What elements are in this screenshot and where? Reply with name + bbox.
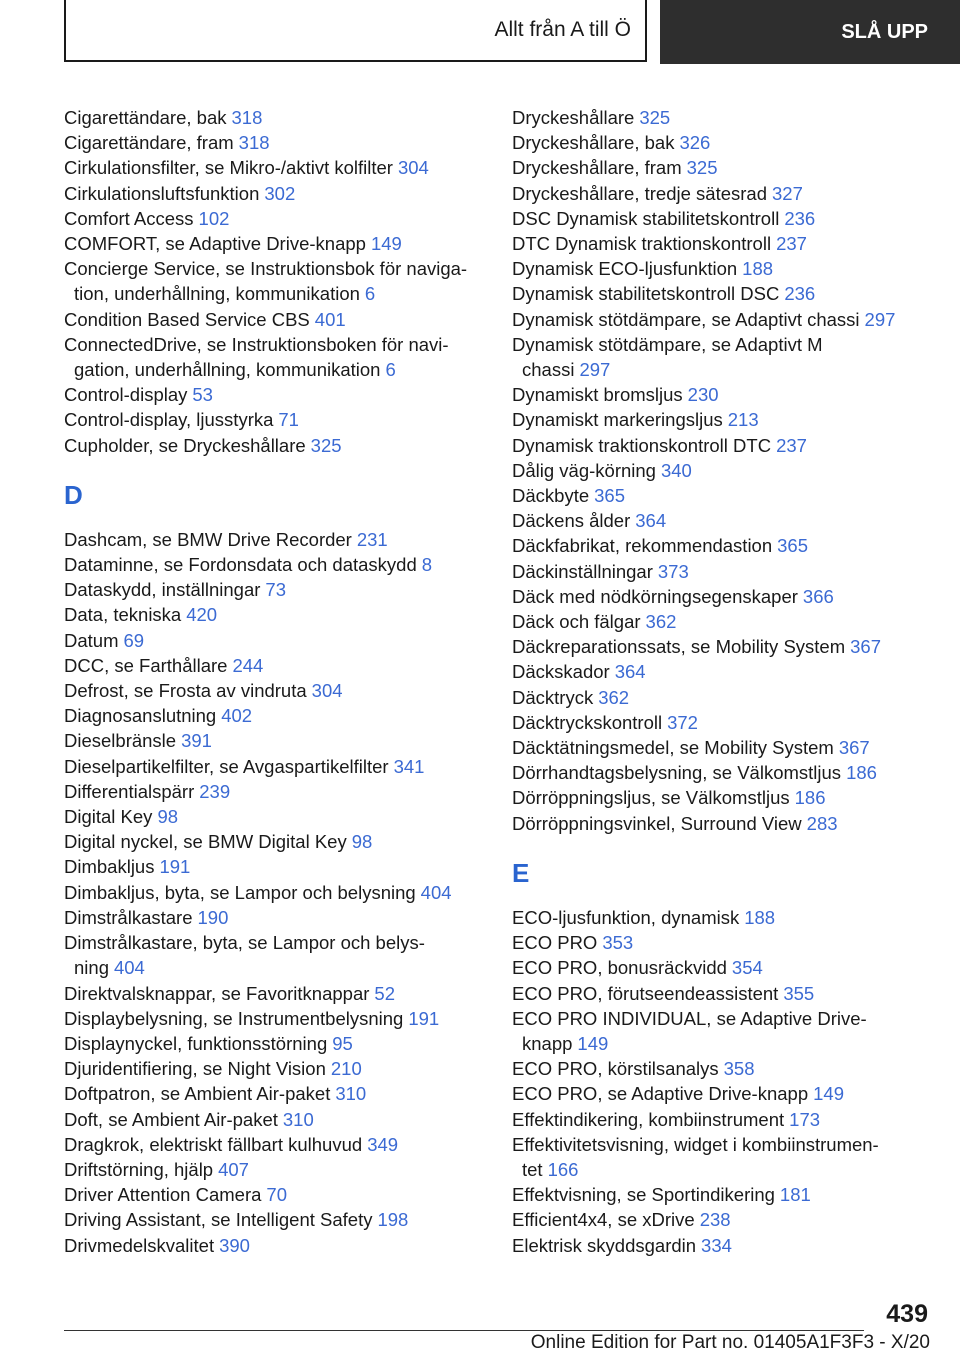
index-entry [64, 1132, 504, 1157]
page-link[interactable]: 230 [687, 384, 719, 406]
index-entry [512, 483, 952, 508]
page-link[interactable]: 367 [838, 737, 870, 759]
page-link[interactable]: 325 [639, 107, 671, 128]
page-link[interactable]: 198 [377, 1209, 409, 1231]
index-entry [512, 905, 952, 930]
index-entry-text: Dynamisk stötdämpare, se Adaptivt chassi [512, 308, 860, 330]
index-entry [64, 382, 504, 407]
index-column-left [64, 105, 504, 1258]
page-link[interactable]: 191 [408, 1007, 440, 1029]
page-link[interactable]: 8 [421, 554, 433, 576]
index-entry [64, 130, 504, 155]
index-entry [64, 602, 504, 627]
page-link[interactable]: 191 [159, 856, 191, 878]
section-letter-e: E [512, 857, 530, 888]
page-link[interactable]: 365 [777, 535, 809, 557]
index-entry-text: ECO PRO, körstilsanalys [512, 1058, 719, 1080]
page-link[interactable]: 349 [367, 1133, 399, 1155]
index-entry-text: Doft, se Ambient Air-paket [64, 1108, 278, 1130]
page-link[interactable]: 325 [686, 157, 718, 179]
index-entry-text: Driver Attention Camera [64, 1184, 262, 1206]
index-entry-text: Cigarettändare, bak [64, 107, 227, 128]
index-entry [64, 1182, 504, 1207]
page-link[interactable]: 326 [679, 132, 711, 154]
index-entry [64, 981, 504, 1006]
index-entry-text: Dieselpartikelfilter, se Avgaspartikelfilter [64, 755, 389, 777]
index-entry [512, 130, 952, 155]
index-entry-text: Control-display, ljusstyrka [64, 409, 274, 431]
index-entry-text: gation, underhållning, kommunikation [74, 359, 381, 381]
index-entry-text: Dimbakljus, byta, se Lampor och belysning [64, 881, 416, 903]
header-navigation [64, 0, 960, 64]
index-entry-text: Direktvalsknappar, se Favoritknappar [64, 982, 370, 1004]
index-entry [512, 559, 952, 584]
index-entry-text: Elektrisk skyddsgardin [512, 1234, 697, 1256]
index-entry-text: Dörrhandtagsbelysning, se Välkomstljus [512, 762, 842, 784]
lookup-tab[interactable] [660, 0, 960, 64]
index-entry [512, 785, 952, 810]
index-entry-text: Däck med nödkörningsegenskaper [512, 585, 798, 607]
index-entry-text: Concierge Service, se Instruktionsbok för naviga- [64, 258, 468, 280]
page-link[interactable]: 372 [667, 711, 698, 733]
index-entry-text: Däckfabrikat, rekommendastion [512, 535, 773, 557]
index-entry-text: Digital nyckel, se BMW Digital Key [64, 831, 347, 853]
page-link[interactable]: 401 [314, 308, 346, 330]
index-entry-text: Däckreparationssats, se Mobility System [512, 636, 846, 658]
index-entry-text: Däcktryckskontroll [512, 711, 663, 733]
index-entry [512, 811, 952, 836]
index-entry [512, 584, 952, 609]
index-entry [512, 256, 952, 281]
page-link[interactable]: 341 [393, 755, 425, 777]
lookup-tab-label: SLÅ UPP [841, 20, 928, 43]
index-entry [512, 930, 952, 955]
index-entry [512, 710, 952, 735]
index-entry-text: Displaybelysning, se Instrumentbelysning [64, 1007, 404, 1029]
index-entry [512, 1006, 952, 1056]
index-entry-text: DSC Dynamisk stabilitetskontroll [512, 207, 780, 229]
page-link[interactable]: 327 [772, 182, 803, 204]
page-link[interactable]: 149 [577, 1032, 609, 1054]
index-entry [512, 1182, 952, 1207]
index-entry [64, 1056, 504, 1081]
index-entry [512, 760, 952, 785]
index-entry [64, 1107, 504, 1132]
entry-list [512, 905, 952, 1258]
index-entry-text: Differentialspärr [64, 780, 195, 802]
index-entry [64, 332, 504, 382]
index-entry-text: Dragkrok, elektriskt fällbart kulhuvud [64, 1133, 363, 1155]
index-entry-text: Dryckeshållare, tredje sätesrad [512, 182, 767, 204]
page-number: 439 [886, 1300, 928, 1328]
index-entry-text: Effektindikering, kombiinstrument [512, 1108, 785, 1130]
index-entry-text: Effektivitetsvisning, widget i kombiinstrumen- [512, 1133, 879, 1155]
index-entry-text: Driving Assistant, se Intelligent Safety [64, 1209, 373, 1231]
page-link[interactable]: 283 [806, 812, 838, 834]
entry-list [512, 105, 952, 836]
index-entry-text: Efficient4x4, se xDrive [512, 1209, 695, 1231]
page-link[interactable]: 53 [192, 384, 213, 406]
page-link[interactable]: 188 [742, 258, 774, 280]
index-entry [512, 1132, 952, 1182]
index-entry-text: Dataminne, se Fordonsdata och dataskydd [64, 554, 417, 576]
entry-list [64, 527, 504, 1258]
index-entry [512, 307, 952, 332]
index-entry [512, 735, 952, 760]
index-entry-text: DTC Dynamisk traktionskontroll [512, 233, 772, 255]
index-entry-text: Dynamisk stötdämpare, se Adaptivt M [512, 333, 823, 355]
index-entry-text: COMFORT, se Adaptive Drive-knapp [64, 233, 366, 255]
index-entry [512, 685, 952, 710]
index-entry [64, 728, 504, 753]
index-entry-text: Cigarettändare, fram [64, 132, 234, 154]
index-entry-text: Dynamiskt markeringsljus [512, 409, 723, 431]
index-entry-text: tion, underhållning, kommunikation [74, 283, 360, 305]
index-entry [64, 256, 504, 306]
index-entry [64, 1207, 504, 1232]
page-link[interactable]: 231 [356, 528, 388, 550]
page-link[interactable]: 318 [238, 132, 270, 154]
page-link[interactable]: 325 [310, 434, 342, 456]
index-entry-text: Däckskador [512, 661, 610, 683]
index-entry [64, 905, 504, 930]
index-entry-text: Comfort Access [64, 207, 194, 229]
index-entry-text: Diagnosanslutning [64, 705, 217, 727]
page-link[interactable]: 402 [221, 705, 253, 727]
index-entry-text: Data, tekniska [64, 604, 182, 626]
index-entry-text: Cirkulationsluftsfunktion [64, 182, 260, 204]
index-entry [64, 880, 504, 905]
index-entry-text: Effektvisning, se Sportindikering [512, 1184, 775, 1206]
page-link[interactable]: 302 [264, 182, 296, 204]
index-entry-text: ECO PRO [512, 932, 598, 954]
page-link[interactable]: 6 [364, 283, 376, 305]
page-link[interactable]: 362 [645, 611, 677, 633]
index-entry-text: Däckbyte [512, 485, 590, 507]
page-link[interactable]: 95 [332, 1032, 353, 1054]
entry-list [64, 105, 504, 458]
index-entry [512, 1107, 952, 1132]
page-link[interactable]: 297 [864, 308, 896, 330]
index-entry [64, 231, 504, 256]
page-link[interactable]: 364 [614, 661, 646, 683]
page-link[interactable]: 404 [113, 957, 145, 979]
index-entry-text: ECO PRO INDIVIDUAL, se Adaptive Drive- [512, 1007, 867, 1029]
page-link[interactable]: 237 [776, 434, 807, 456]
index-entry-text: knapp [522, 1032, 573, 1054]
index-entry [512, 206, 952, 231]
page-link[interactable]: 210 [330, 1058, 362, 1080]
page-link[interactable]: 166 [547, 1158, 579, 1180]
index-entry [64, 754, 504, 779]
index-entry-text: Djuridentifiering, se Night Vision [64, 1058, 326, 1080]
index-entry [64, 155, 504, 180]
index-entry-text: Däckinställningar [512, 560, 653, 582]
page-link[interactable]: 186 [846, 762, 877, 784]
index-entry-text: Dörröppningsljus, se Välkomstljus [512, 787, 790, 809]
page-link[interactable]: 304 [397, 157, 429, 179]
page-link[interactable]: 98 [351, 831, 373, 853]
index-entry-text: Dålig väg-körning [512, 459, 656, 481]
index-column-right [512, 105, 952, 1258]
page-link[interactable]: 362 [598, 686, 630, 708]
index-entry [64, 307, 504, 332]
index-tab-label: Allt från A till Ö [494, 18, 631, 41]
index-entry-text: Dynamisk stabilitetskontroll DSC [512, 283, 780, 305]
page-link[interactable]: 236 [784, 207, 816, 229]
page-link[interactable]: 70 [266, 1184, 287, 1206]
page-link[interactable]: 365 [594, 485, 625, 507]
index-entry-text: Däcktryck [512, 686, 594, 708]
index-tab[interactable] [64, 0, 647, 62]
index-entry-text: Dimstrålkastare [64, 906, 193, 928]
page-link[interactable]: 73 [265, 579, 286, 601]
index-entry-text: Dimstrålkastare, byta, se Lampor och belys- [64, 932, 425, 954]
index-entry [64, 829, 504, 854]
index-entry-text: Dynamisk ECO-ljusfunktion [512, 258, 738, 280]
section-letter-d: D [64, 479, 83, 510]
index-entry [64, 653, 504, 678]
page-link[interactable]: 310 [282, 1108, 314, 1130]
index-entry [64, 577, 504, 602]
index-entry [512, 231, 952, 256]
index-entry [512, 659, 952, 684]
index-entry [512, 1081, 952, 1106]
page-link[interactable]: 186 [794, 787, 826, 809]
index-entry [64, 105, 504, 130]
index-entry [64, 1157, 504, 1182]
index-entry [512, 155, 952, 180]
index-entry [512, 433, 952, 458]
page-link[interactable]: 149 [813, 1083, 845, 1105]
page-link[interactable]: 71 [278, 409, 299, 431]
index-entry-text: ECO-ljusfunktion, dynamisk [512, 906, 740, 928]
index-entry [64, 779, 504, 804]
page-link[interactable]: 404 [420, 881, 452, 903]
index-entry-text: Dataskydd, inställningar [64, 579, 261, 601]
page-link[interactable]: 173 [789, 1108, 821, 1130]
index-entry [512, 955, 952, 980]
index-entry [512, 609, 952, 634]
index-entry-text: Driftstörning, hjälp [64, 1158, 214, 1180]
page-link[interactable]: 367 [850, 636, 881, 658]
page-link[interactable]: 102 [198, 207, 230, 229]
page-link[interactable]: 213 [727, 409, 759, 431]
index-entry-text: ning [74, 957, 109, 979]
index-entry-text: Dryckeshållare, fram [512, 157, 682, 179]
page-link[interactable]: 181 [779, 1184, 811, 1206]
page-link[interactable]: 190 [197, 906, 229, 928]
index-entry-text: Dashcam, se BMW Drive Recorder [64, 528, 352, 550]
index-entry [64, 804, 504, 829]
page-link[interactable]: 353 [602, 932, 634, 954]
page-link[interactable]: 420 [186, 604, 218, 626]
index-entry-text: Dimbakljus [64, 856, 155, 878]
page-link[interactable]: 244 [232, 654, 264, 676]
index-entry [64, 433, 504, 458]
index-entry [64, 854, 504, 879]
page-link[interactable]: 237 [776, 233, 807, 255]
index-entry [512, 382, 952, 407]
page-link[interactable]: 239 [199, 780, 231, 802]
index-entry-text: Cirkulationsfilter, se Mikro-/aktivt kolfilter [64, 157, 393, 179]
page-link[interactable]: 358 [723, 1058, 755, 1080]
index-entry [512, 458, 952, 483]
index-entry-text: Dryckeshållare [512, 107, 635, 128]
index-entry-text: ConnectedDrive, se Instruktionsboken för navi- [64, 333, 449, 355]
index-entry [512, 508, 952, 533]
index-entry [512, 634, 952, 659]
index-entry-text: chassi [522, 359, 575, 381]
page-link[interactable]: 297 [579, 359, 611, 381]
page-link[interactable]: 69 [123, 629, 145, 651]
index-entry [512, 181, 952, 206]
index-entry [64, 552, 504, 577]
index-entry-text: tet [522, 1158, 543, 1180]
index-entry-text: Digital Key [64, 806, 153, 828]
index-entry-text: Dynamisk traktionskontroll DTC [512, 434, 772, 456]
page-link[interactable]: 354 [731, 957, 763, 979]
index-entry-text: ECO PRO, se Adaptive Drive-knapp [512, 1083, 809, 1105]
index-entry [64, 206, 504, 231]
index-entry-text: Dynamiskt bromsljus [512, 384, 683, 406]
page-link[interactable]: 355 [783, 982, 815, 1004]
page-link[interactable]: 407 [218, 1158, 249, 1180]
page-link[interactable]: 391 [181, 730, 212, 752]
index-entry [64, 1233, 504, 1258]
index-entry [64, 930, 504, 980]
index-entry-text: Däck och fälgar [512, 611, 641, 633]
index-entry-text: ECO PRO, bonusräckvidd [512, 957, 727, 979]
page-link[interactable]: 390 [219, 1234, 250, 1256]
index-entry [512, 981, 952, 1006]
index-entry [64, 407, 504, 432]
index-entry-text: Doftpatron, se Ambient Air-paket [64, 1083, 331, 1105]
index-entry-text: Defrost, se Frosta av vindruta [64, 680, 307, 702]
page-link[interactable]: 373 [657, 560, 689, 582]
index-entry [512, 407, 952, 432]
index-entry [512, 105, 952, 130]
index-entry [64, 181, 504, 206]
page-link[interactable]: 310 [335, 1083, 367, 1105]
footer-divider [64, 1330, 864, 1331]
page-link[interactable]: 6 [385, 359, 396, 381]
index-entry [64, 703, 504, 728]
index-entry-text: Däcktätningsmedel, se Mobility System [512, 737, 834, 759]
page-link[interactable]: 366 [802, 585, 834, 607]
index-entry-text: Condition Based Service CBS [64, 308, 310, 330]
index-entry [64, 527, 504, 552]
index-entry [512, 533, 952, 558]
index-entry-text: ECO PRO, förutseendeassistent [512, 982, 779, 1004]
index-entry-text: Dörröppningsvinkel, Surround View [512, 812, 802, 834]
page-link[interactable]: 318 [231, 107, 263, 128]
index-entry-text: Däckens ålder [512, 510, 631, 532]
index-entry [512, 1233, 952, 1258]
index-entry [64, 1081, 504, 1106]
index-entry-text: Displaynyckel, funktionsstörning [64, 1032, 328, 1054]
index-entry [64, 628, 504, 653]
page-link[interactable]: 334 [701, 1234, 732, 1256]
index-entry [512, 1207, 952, 1232]
index-entry-text: Cupholder, se Dryckeshållare [64, 434, 306, 456]
page-link[interactable]: 188 [744, 906, 776, 928]
index-entry [64, 1031, 504, 1056]
page-link[interactable]: 238 [699, 1209, 731, 1231]
page-link[interactable]: 52 [374, 982, 395, 1004]
page-link[interactable]: 364 [635, 510, 667, 532]
index-entry-text: Dryckeshållare, bak [512, 132, 675, 154]
index-entry [512, 332, 952, 382]
index-entry-text: Control-display [64, 384, 188, 406]
page-link[interactable]: 340 [660, 459, 692, 481]
index-entry-text: Datum [64, 629, 119, 651]
page-link[interactable]: 304 [311, 680, 343, 702]
index-entry-text: Drivmedelskvalitet [64, 1234, 215, 1256]
index-entry-text: Dieselbränsle [64, 730, 177, 752]
index-entry-text: DCC, se Farthållare [64, 654, 228, 676]
footer-edition-text: Online Edition for Part no. 01405A1F3F3 - X/20 [530, 1332, 930, 1353]
page-link[interactable]: 98 [157, 806, 179, 828]
page-link[interactable]: 149 [370, 233, 402, 255]
index-entry [512, 1056, 952, 1081]
page-link[interactable]: 236 [784, 283, 816, 305]
index-entry [512, 281, 952, 306]
index-entry [64, 678, 504, 703]
index-entry [64, 1006, 504, 1031]
